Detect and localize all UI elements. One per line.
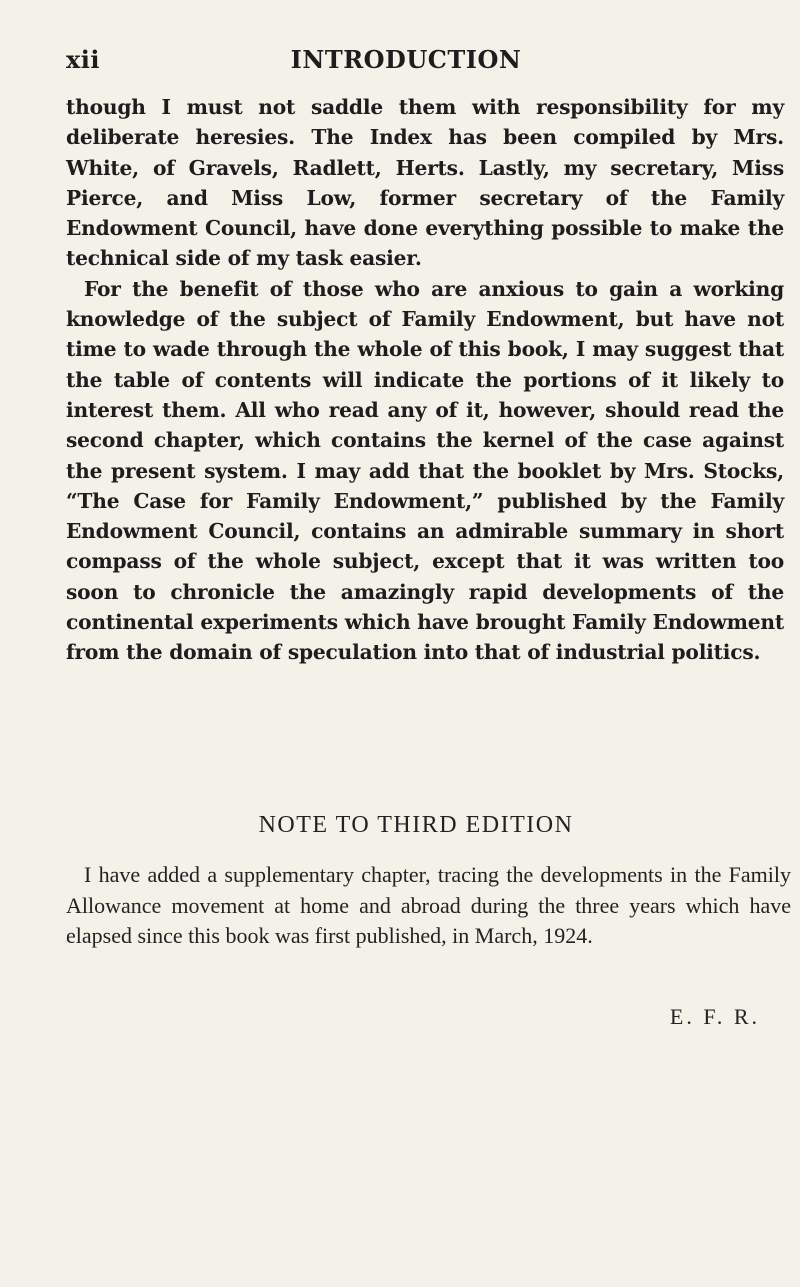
- introduction-text: [66, 92, 784, 668]
- author-initials: E. F. R.: [669, 1004, 760, 1029]
- paragraph: For the benefit of those who are anxious to gain a working knowledge of the subject of Family Endowment, but have not time to wade through the whole of this book, I may suggest that the table of contents will indicate the portions of it likely to interest them. All who read any of it, however, should read the second chapter, which contains the kernel of the case against the present system. I may add that the booklet by Mrs. Stocks, “The Case for Family Endowment,” published by the Family Endowment Council, contains an admirable summary in short compass of the whole subject, except that it was written too soon to chronicle the amazingly rapid developments of the continental experiments which have brought Family Endowment from the domain of speculation into that of industrial politics.: [66, 276, 784, 665]
- page-number: xii: [66, 45, 101, 74]
- note-paragraph: I have added a supplementary chapter, tracing the developments in the Family Allowance movement at home and abroad during the three years which have elapsed since this book was first published, in March, 1924.: [66, 862, 791, 948]
- running-head: INTRODUCTION: [290, 45, 522, 74]
- note-heading: NOTE TO THIRD EDITION: [258, 812, 574, 838]
- paragraph: though I must not saddle them with responsibility for my deliberate heresies. The Index has been compiled by Mrs. White, of Gravels, Radlett, Herts. Lastly, my secretary, Miss Pierce, and Miss Low, former secretary of the Family Endowment Council, have done everything possible to make the technical side of my task easier.: [66, 95, 784, 271]
- page-header: [66, 45, 746, 85]
